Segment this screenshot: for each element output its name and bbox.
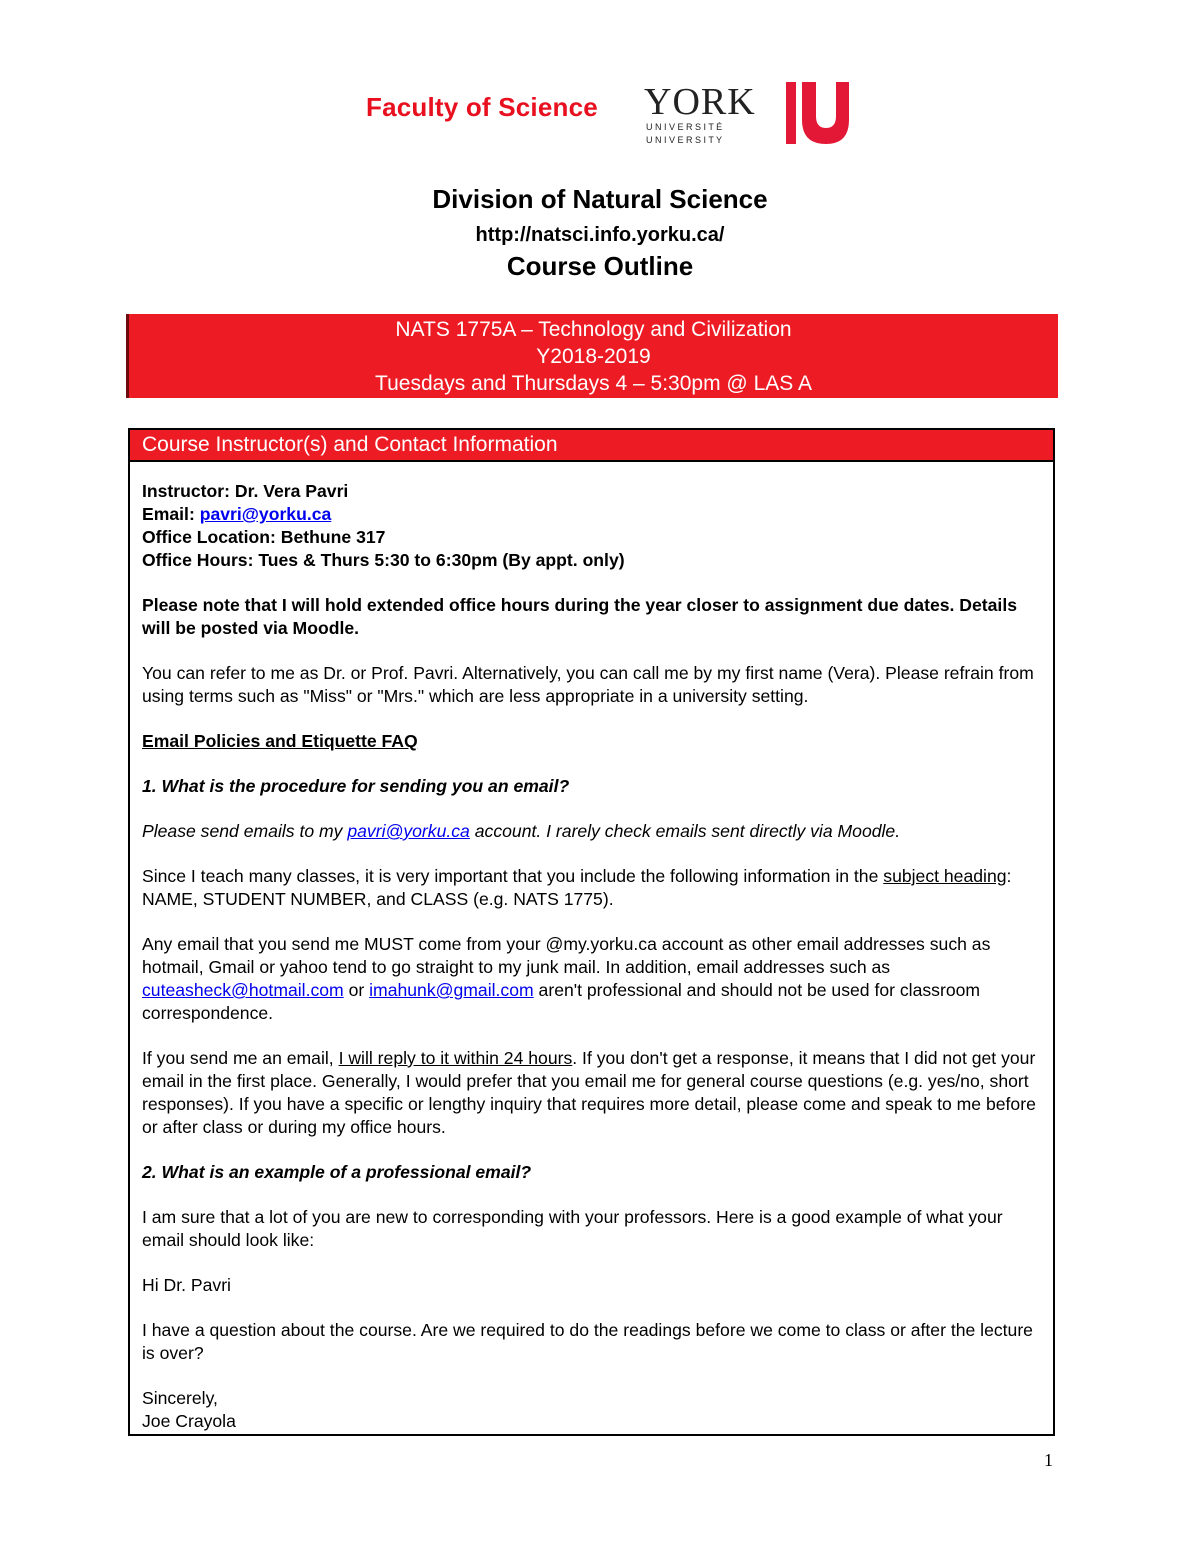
york-university-logo	[642, 80, 852, 150]
myyorku-paragraph	[142, 933, 1041, 1025]
course-name: NATS 1775A – Technology and Civilization	[395, 318, 792, 341]
reply-paragraph	[142, 1047, 1041, 1139]
office-location: Office Location: Bethune 317	[142, 527, 386, 547]
example-signature: Joe Crayola	[142, 1411, 236, 1431]
address-paragraph: You can refer to me as Dr. or Prof. Pavri. Alternatively, you can call me by my first name (Vera). Please refrain from using terms such as "Miss" or "Mrs." which are less appropriate in a university setting.	[142, 663, 1034, 706]
example-hotmail-link[interactable]: cuteasheck@hotmail.com	[142, 980, 344, 1000]
example-greeting: Hi Dr. Pavri	[142, 1275, 231, 1295]
instructor-section	[128, 428, 1055, 1436]
section-heading: Course Instructor(s) and Contact Information	[130, 430, 1053, 462]
section-body	[142, 480, 1041, 1433]
faq-answer-2: I am sure that a lot of you are new to corresponding with your professors. Here is a good example of what your email should look like:	[142, 1207, 1003, 1250]
faq-question-2: 2. What is an example of a professional email?	[142, 1162, 532, 1182]
office-hours: Office Hours: Tues & Thurs 5:30 to 6:30pm (By appt. only)	[142, 550, 625, 570]
faq-question-1: 1. What is the procedure for sending you an email?	[142, 776, 570, 796]
paragraph-text: Any email that you send me MUST come from your @my.yorku.ca account as other email addresses such as hotmail, Gmail or yahoo tend to go straight to my junk mail. In addition, email addresses such as	[142, 934, 991, 977]
answer-text: account. I rarely check emails sent directly via Moodle.	[469, 821, 901, 841]
example-gmail-link[interactable]: imahunk@gmail.com	[369, 980, 534, 1000]
example-signoff: Sincerely,	[142, 1388, 218, 1408]
subject-paragraph	[142, 865, 1041, 911]
answer-text: Please send emails to my	[142, 821, 348, 841]
paragraph-text: or	[343, 980, 370, 1000]
document-title: Course Outline	[506, 251, 694, 281]
faculty-title: Faculty of Science	[366, 92, 598, 122]
email-link[interactable]: pavri@yorku.ca	[199, 504, 332, 524]
course-banner	[126, 314, 1058, 398]
subject-heading-term: subject heading	[883, 866, 1007, 886]
email-label: Email:	[142, 504, 195, 524]
paragraph-text: . If you don't get a response, it means that I did not get your email in the first place. Generally, I would prefer that you email me for general course questions (e.g. yes/no, short responses). If you have a specific or lengthy inquiry that requires more detail, please come and speak to me before or after class or during my office hours.	[142, 1048, 1036, 1137]
division-url[interactable]: http://natsci.info.yorku.ca/	[475, 224, 725, 246]
instructor-email	[142, 503, 1041, 526]
paragraph-text: : NAME, STUDENT NUMBER, and CLASS (e.g. NATS 1775).	[142, 866, 1012, 909]
paragraph-text: If you send me an email,	[142, 1048, 339, 1068]
example-body: I have a question about the course. Are we required to do the readings before we come to class or after the lecture is over?	[142, 1320, 1033, 1363]
paragraph-text: aren't professional and should not be used for classroom correspondence.	[142, 980, 981, 1023]
svg-text:U N I V E R S I T É: U N I V E R S I T É	[646, 122, 723, 132]
course-year: Y2018-2019	[536, 345, 651, 368]
svg-text:U N I V E R S I T Y: U N I V E R S I T Y	[646, 135, 723, 145]
faq-title: Email Policies and Etiquette FAQ	[142, 731, 418, 751]
division-title: Division of Natural Science	[432, 184, 768, 214]
page-number: 1	[1044, 1450, 1053, 1470]
instructor-name: Instructor: Dr. Vera Pavri	[142, 481, 349, 501]
svg-text:YORK: YORK	[644, 81, 756, 123]
office-hours-note: Please note that I will hold extended office hours during the year closer to assignment due dates. Details will be posted via Moodle.	[142, 595, 1017, 638]
course-schedule: Tuesdays and Thursdays 4 – 5:30pm @ LAS A	[375, 372, 812, 395]
faq-answer-1	[142, 820, 1041, 843]
paragraph-text: Since I teach many classes, it is very important that you include the following information in the	[142, 866, 884, 886]
reply-time-term: I will reply to it within 24 hours	[338, 1048, 573, 1068]
answer-email-link[interactable]: pavri@yorku.ca	[347, 821, 470, 841]
